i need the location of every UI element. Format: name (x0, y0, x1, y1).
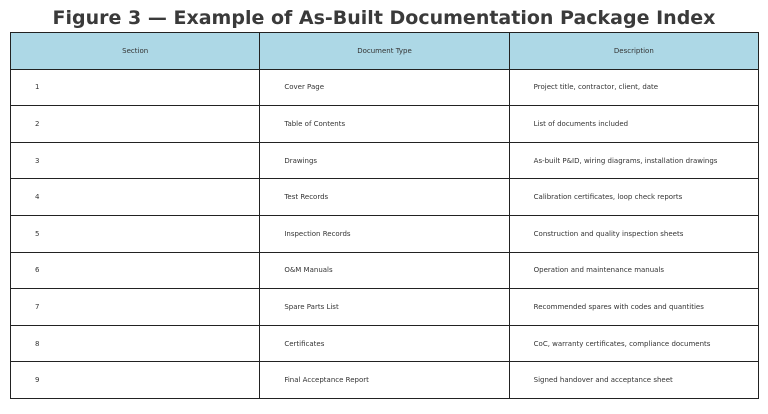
section-cell: 6 (11, 252, 260, 289)
description-cell: Project title, contractor, client, date (509, 69, 758, 106)
table-row (11, 362, 759, 399)
table-row (11, 106, 759, 143)
document-type-cell: Final Acceptance Report (260, 362, 509, 399)
document-type-cell: Certificates (260, 325, 509, 362)
header-description: Description (509, 33, 758, 70)
section-cell: 2 (11, 106, 260, 143)
description-cell: Operation and maintenance manuals (509, 252, 758, 289)
description-cell: Calibration certificates, loop check reports (509, 179, 758, 216)
document-type-cell: Table of Contents (260, 106, 509, 143)
table-row (11, 69, 759, 106)
table-header-row (11, 33, 759, 70)
table-row (11, 215, 759, 252)
description-cell: Signed handover and acceptance sheet (509, 362, 758, 399)
document-type-cell: Spare Parts List (260, 289, 509, 326)
description-cell: List of documents included (509, 106, 758, 143)
document-type-cell: Inspection Records (260, 215, 509, 252)
description-cell: As-built P&ID, wiring diagrams, installation drawings (509, 142, 758, 179)
document-type-cell: O&M Manuals (260, 252, 509, 289)
description-cell: CoC, warranty certificates, compliance documents (509, 325, 758, 362)
table-row (11, 325, 759, 362)
section-cell: 5 (11, 215, 260, 252)
document-type-cell: Drawings (260, 142, 509, 179)
table-row (11, 252, 759, 289)
figure-title: Figure 3 — Example of As-Built Documentation Package Index (52, 7, 716, 29)
document-type-cell: Cover Page (260, 69, 509, 106)
documentation-index-table (10, 32, 759, 399)
section-cell: 3 (11, 142, 260, 179)
table-row (11, 289, 759, 326)
section-cell: 7 (11, 289, 260, 326)
section-cell: 1 (11, 69, 260, 106)
header-document-type: Document Type (260, 33, 509, 70)
description-cell: Construction and quality inspection sheets (509, 215, 758, 252)
section-cell: 8 (11, 325, 260, 362)
section-cell: 9 (11, 362, 260, 399)
header-section: Section (11, 33, 260, 70)
description-cell: Recommended spares with codes and quantities (509, 289, 758, 326)
table-row (11, 179, 759, 216)
table-row (11, 142, 759, 179)
document-type-cell: Test Records (260, 179, 509, 216)
section-cell: 4 (11, 179, 260, 216)
